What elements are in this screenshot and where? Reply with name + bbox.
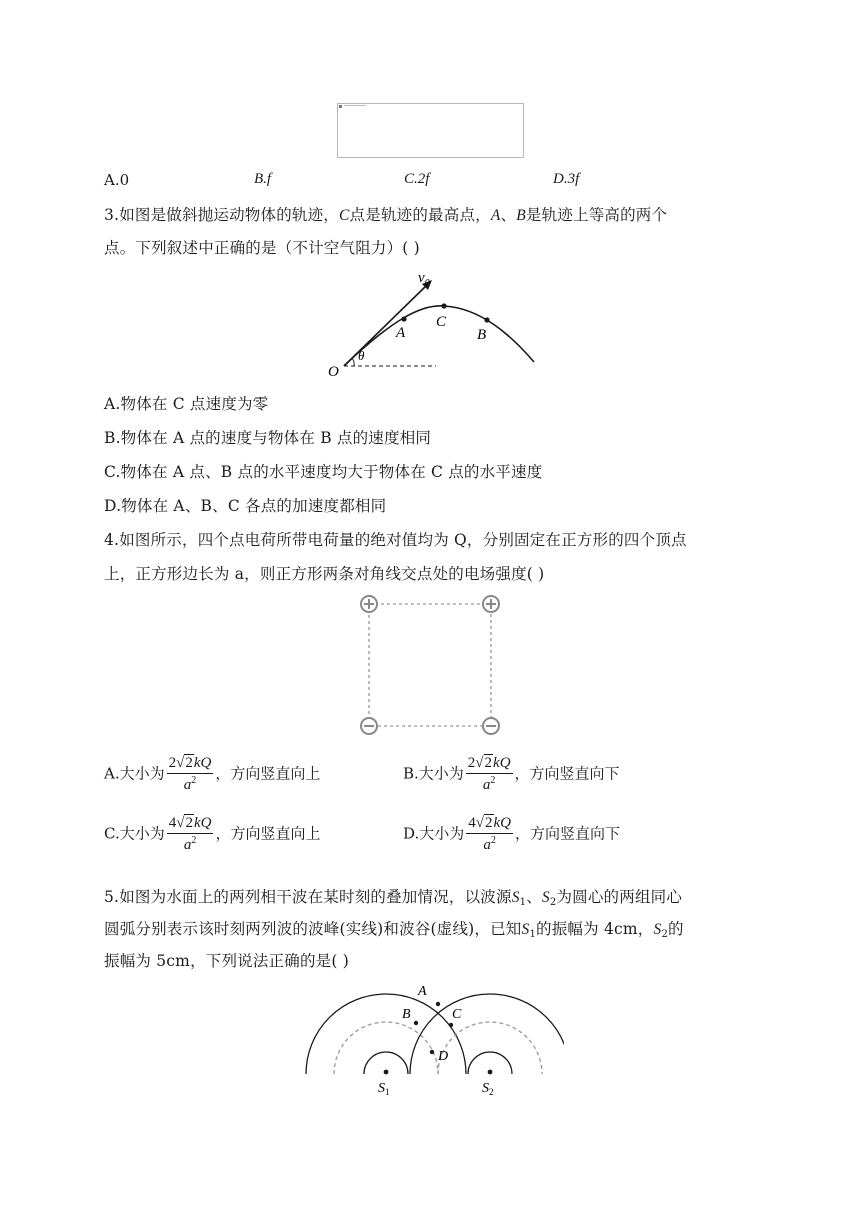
label-o: O [328, 364, 339, 380]
charge-top-left [361, 596, 377, 612]
label-s2: $S_2$ [482, 1081, 494, 1097]
charge-bottom-left [361, 718, 377, 734]
label-a: A [396, 325, 406, 341]
s2-crests [410, 994, 564, 1074]
q5-interference-figure [296, 978, 564, 1102]
label-a: A [418, 984, 427, 999]
source-s2-dot [488, 1070, 493, 1075]
v0-label: $v_0$ [418, 270, 430, 289]
q2-option-b: B.f [254, 171, 272, 187]
point-b [484, 317, 489, 322]
label-theta: θ [358, 348, 365, 363]
point-b [414, 1021, 418, 1025]
point-c [441, 303, 446, 308]
source-s1-dot [384, 1070, 389, 1075]
point-a [436, 1002, 440, 1006]
charge-top-right [483, 596, 499, 612]
square-outline [369, 604, 491, 726]
q2-figure-placeholder [337, 103, 524, 158]
theta-arc [352, 358, 354, 366]
q2-option-c: C.2f [404, 171, 430, 187]
q5-stem-line2: 圆弧分别表示该时刻两列波的波峰(实线)和波谷(虚线)，已知$S_1$的振幅为 4cm，$S_2$的 [104, 920, 684, 940]
label-b: B [402, 1007, 411, 1022]
q4-option-d: D.大小为 $\frac{4√2kQ}{a^2}$ ，方向竖直向下 [403, 815, 621, 853]
q3-stem-line1: 3.如图是做斜抛运动物体的轨迹，C点是轨迹的最高点，A、B是轨迹上等高的两个 [104, 206, 668, 224]
q5-stem-line1: 5.如图为水面上的两列相干波在某时刻的叠加情况，以波源$S_1$、$S_2$为圆心的两组同心 [104, 888, 683, 908]
q4-option-a: A.大小为 $\frac{2√2kQ}{a^2}$ ，方向竖直向上 [104, 755, 321, 793]
q4-option-b: B.大小为 $\frac{2√2kQ}{a^2}$ ，方向竖直向下 [403, 755, 620, 793]
s2-troughs [438, 1022, 542, 1074]
q3-option-c: C.物体在 A 点、B 点的水平速度均大于物体在 C 点的水平速度 [104, 463, 543, 481]
q4-option-c: C.大小为 $\frac{4√2kQ}{a^2}$ ，方向竖直向上 [104, 815, 321, 853]
velocity-arrow [344, 284, 428, 366]
q2-option-d: D.3f [553, 171, 580, 187]
q3-option-d: D.物体在 A、B、C 各点的加速度都相同 [104, 497, 387, 515]
label-c: C [436, 314, 447, 330]
q4-charges-figure [356, 593, 504, 739]
q4-stem-line2: 上，正方形边长为 a，则正方形两条对角线交点处的电场强度( ) [104, 565, 545, 583]
q4-stem-line1: 4.如图所示，四个点电荷所带电荷量的绝对值均为 Q，分别固定在正方形的四个顶点 [104, 531, 687, 549]
label-s1: $S_1$ [378, 1081, 390, 1097]
q5-stem-line3: 振幅为 5cm，下列说法正确的是( ) [104, 952, 349, 970]
label-d: D [438, 1049, 449, 1064]
s1-troughs [334, 1022, 438, 1074]
q3-trajectory-figure [320, 264, 540, 380]
q2-option-a: A.0 [104, 171, 130, 189]
q3-option-a: A.物体在 C 点速度为零 [104, 395, 269, 413]
point-a [401, 316, 406, 321]
label-b: B [477, 327, 487, 343]
q3-stem-line2: 点。下列叙述中正确的是（不计空气阻力）( ) [104, 239, 420, 257]
q3-option-b: B.物体在 A 点的速度与物体在 B 点的速度相同 [104, 429, 432, 447]
charge-bottom-right [483, 718, 499, 734]
point-d [430, 1050, 434, 1054]
point-c [449, 1023, 453, 1027]
label-c: C [452, 1007, 462, 1022]
